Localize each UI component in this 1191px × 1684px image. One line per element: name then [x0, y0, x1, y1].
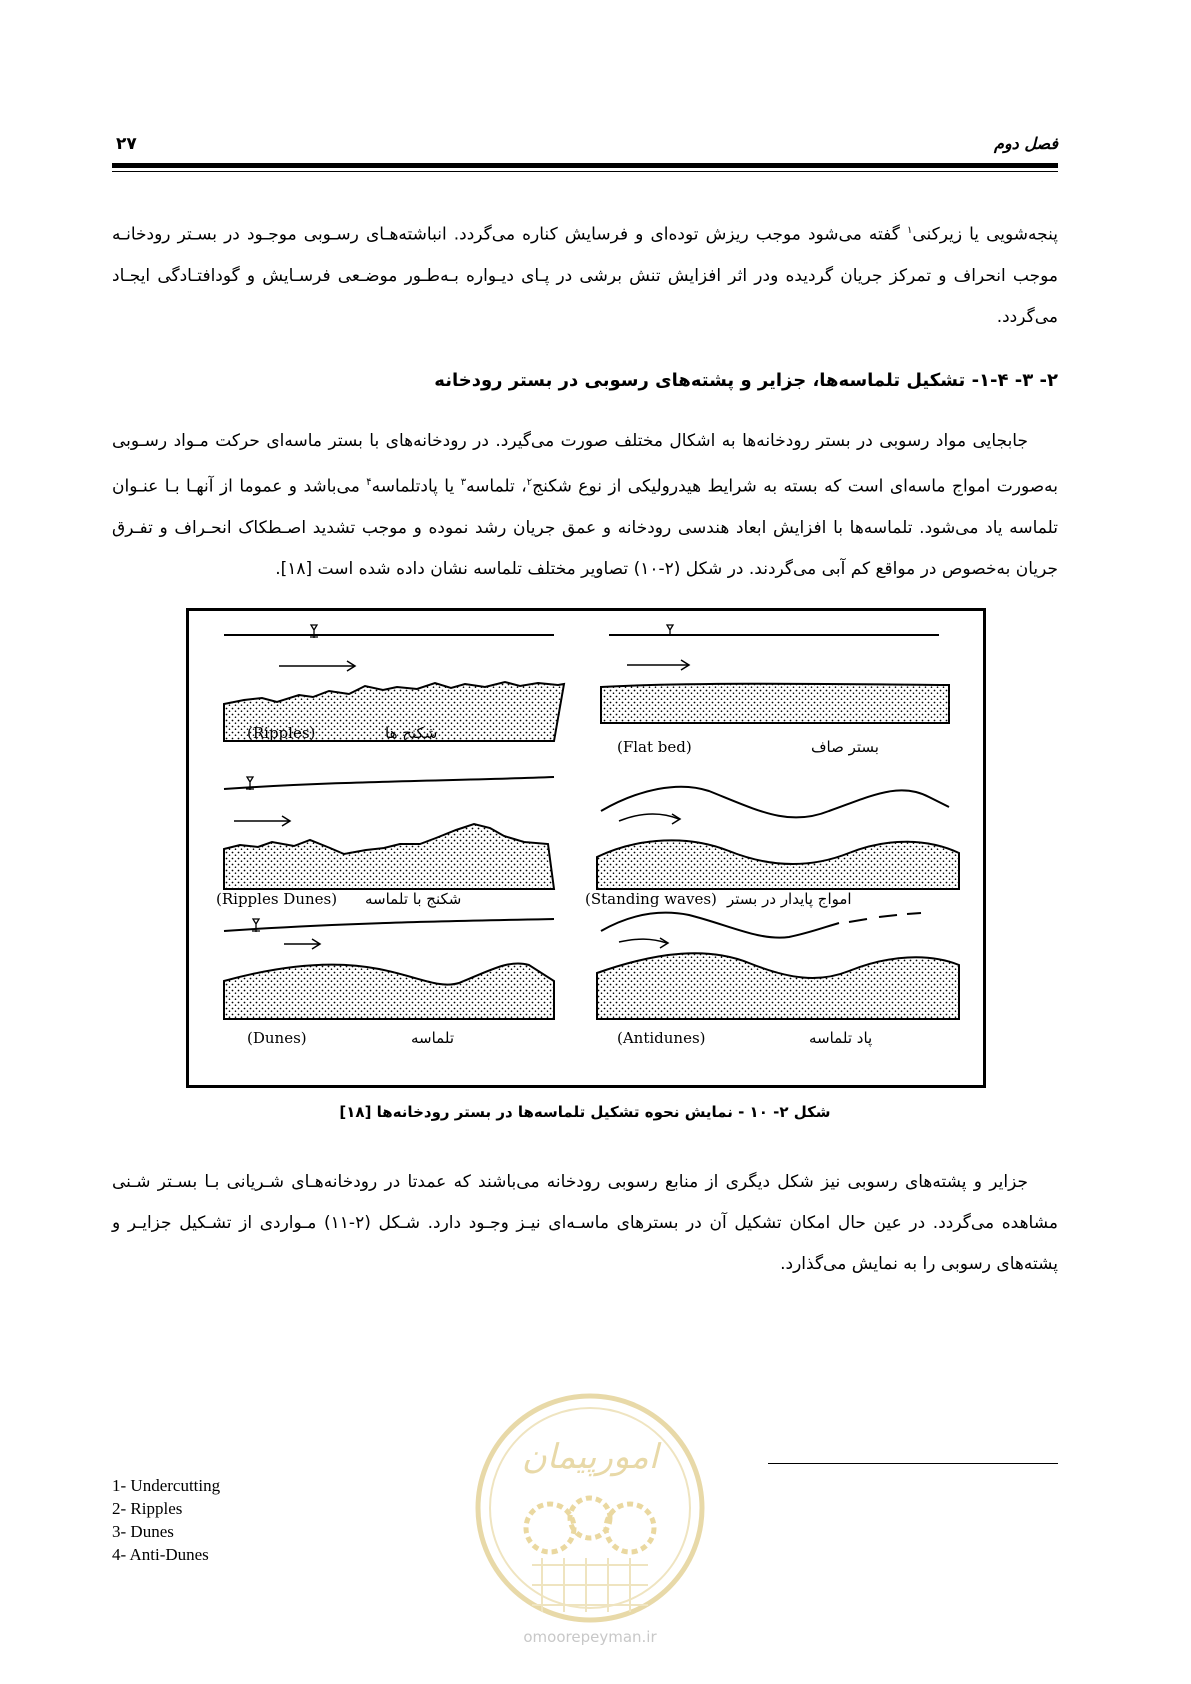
label-standing-waves-en: (Standing waves): [585, 890, 717, 908]
chapter-title: فصل دوم: [994, 134, 1058, 153]
footnote-3: 3- Dunes: [112, 1522, 174, 1541]
label-antidunes-fa: پاد تلماسه: [809, 1029, 873, 1047]
section-heading: ۲- ۳- ۱-۴- تشکیل تلماسه‌ها، جزایر و پشته‌های رسوبی در بستر رودخانه: [434, 370, 1058, 391]
watermark-logo: [472, 1390, 708, 1626]
paragraph-1: [112, 210, 1058, 338]
label-standing-waves-fa: امواج پایدار در بستر: [727, 890, 852, 908]
panel-dunes: [224, 919, 554, 1019]
paragraph-2-text-b: ، تلماسه: [466, 476, 527, 497]
paragraph-1-text-a: پنجه‌شویی یا زیرکنی: [912, 224, 1058, 245]
footnote-4: 4- Anti-Dunes: [112, 1545, 209, 1564]
label-dunes-fa: تلماسه: [411, 1029, 454, 1047]
header-rule-thick: [112, 163, 1058, 168]
footnote-ref-2[interactable]: ۲: [526, 477, 533, 488]
footnote-ref-4[interactable]: ۴: [366, 477, 372, 488]
paragraph-2-text-d: می‌باشد و عموما از آنهـا بـا عنـوان تلماسه یاد می‌شود. تلماسه‌ها با افزایش ابعاد هندسی رودخانه و عمق جریان رشد نموده و موجب تشدید اصـطکاک انحـراف و تفـرق جریان به‌خصوص در مواقع کم آبی می‌گردند. در شکل (۲-۱۰) تصاویر مختلف تلماسه نشان داده شده است [۱۸].: [112, 476, 1058, 579]
label-ripples-en: (Ripples): [247, 724, 316, 742]
label-flat-bed-en: (Flat bed): [617, 738, 692, 756]
label-dunes-en: (Dunes): [247, 1029, 307, 1047]
panel-antidunes: [597, 913, 959, 1019]
paragraph-2-text-a: جابجایی مواد رسوبی در بستر رودخانه‌ها به اشکال مختلف صورت می‌گیرد. در رودخانه‌های با بستر ماسه‌ای حرکت مـواد رسـوبی به‌صورت امواج ماسه‌ای است که بسته به شرایط هیدرولیکی از نوع شکنج: [112, 431, 1059, 497]
footnotes: [112, 1474, 220, 1566]
label-flat-bed-fa: بستر صاف: [811, 738, 879, 756]
watermark-url: omoorepeyman.ir: [523, 1628, 657, 1646]
label-ripples-dunes-fa: شکنج با تلماسه: [365, 890, 462, 908]
bedform-figure: [186, 608, 986, 1088]
bedform-diagram: [189, 611, 983, 1085]
paragraph-3: جزایر و پشته‌های رسوبی نیز شکل دیگری از منابع رسوبی رودخانه می‌باشند که عمدتا در رودخانه‌هـای شـریانی بـا بسـتر شـنی مشاهده می‌گردد. در عین حال امکان تشکیل آن در بسترهای ماسـه‌ای نیـز وجـود دارد. شـکل (۲-۱۱) مـواردی از تشـکیل جزایـر و پشته‌های رسوبی را به نمایش می‌گذارد.: [112, 1172, 1058, 1274]
header-rule-thin: [112, 171, 1058, 172]
footnote-ref-1[interactable]: ۱: [906, 225, 913, 236]
svg-text:امورپیمان: امورپیمان: [521, 1437, 659, 1477]
footnote-rule: [768, 1463, 1058, 1464]
panel-flat-bed: [601, 625, 949, 723]
label-ripples-fa: شکنج ها: [385, 724, 438, 742]
label-ripples-dunes-en: (Ripples Dunes): [216, 890, 338, 908]
paragraph-2-text-c: یا پادتلماسه: [371, 476, 461, 497]
footnote-ref-3[interactable]: ۳: [460, 477, 467, 488]
footnote-2: 2- Ripples: [112, 1499, 183, 1518]
footnote-1: 1- Undercutting: [112, 1476, 221, 1495]
label-antidunes-en: (Antidunes): [617, 1029, 706, 1047]
page-number: ۲۷: [116, 134, 137, 154]
panel-standing-waves: [597, 787, 959, 889]
figure-caption: شکل ۲- ۱۰ - نمایش نحوه تشکیل تلماسه‌ها در بستر رودخانه‌ها [۱۸]: [339, 1103, 831, 1121]
paragraph-1-text-b: گفته می‌شود موجب ریزش توده‌ای و فرسایش کناره می‌گردد. انباشته‌هـای رسـوبی موجـود در بسـتر رودخانـه موجب انحراف و تمرکز جریان گردیده ودر اثر افزایش تنش برشی در پـای دیـواره بـه‌طـور موضـعی فرسـایش و گودافتـادگی ایجـاد می‌گردد.: [112, 224, 1058, 327]
paragraph-2: [112, 421, 1058, 590]
panel-ripples-dunes: [224, 777, 554, 889]
